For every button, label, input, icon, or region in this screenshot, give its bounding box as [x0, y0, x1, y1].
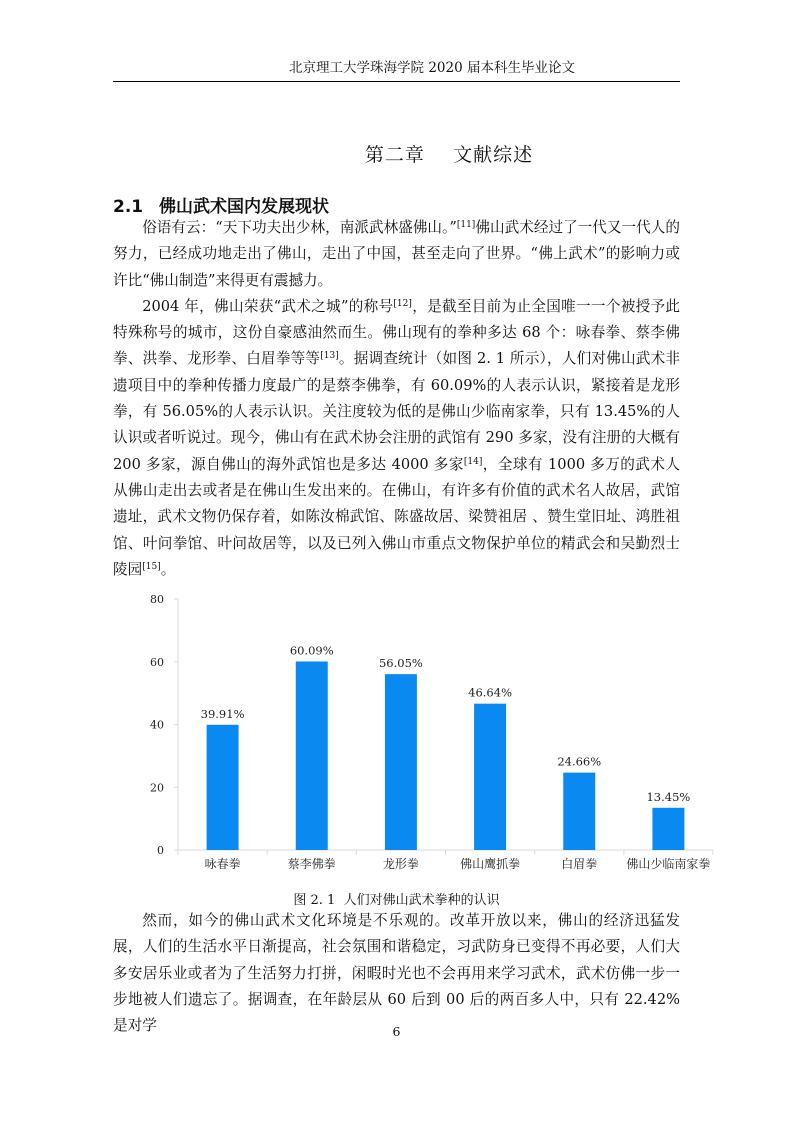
data-label: 39.91%	[200, 706, 245, 721]
section-title-text: 佛山武术国内发展现状	[159, 197, 329, 217]
data-label: 13.45%	[646, 789, 691, 804]
x-category-label: 龙形拳	[382, 857, 419, 871]
x-category-label: 佛山少临南家拳	[626, 857, 711, 871]
citation-ref: [13]	[320, 351, 339, 362]
citation-ref: [12]	[393, 298, 412, 309]
paragraph-text: 2004 年，佛山荣获“武术之城”的称号	[142, 297, 394, 315]
figure-caption: 图 2. 1 人们对佛山武术拳种的认识	[293, 893, 500, 908]
paragraph-text: 然而，如今的佛山武术文化环境是不乐观的。改革开放以来，佛山的经济迅猛发展，人们的生活水平日渐提高，社会氛围和谐稳定，习武防身已变得不再必要，人们大多安居乐业或者为了生活努力打拼，闲暇时光也不会再用来学习武术，武术仿佛一步一步地被人们遗忘了。据调查，在年龄层从 60 后到 00 后的两百多人中，只有 22.42%是对学	[113, 912, 680, 1035]
body-paragraphs-after-figure	[113, 908, 680, 1039]
paragraph-text: ，是截至目前为止全国唯一一个被授予此特殊称号的城市，这份自豪感油然而生。佛山现有的拳种多达 68 个：咏春拳、蔡李佛拳、洪拳、龙形拳、白眉拳等等	[113, 297, 680, 368]
paragraph-text: 。	[160, 560, 176, 578]
header-divider	[113, 81, 680, 82]
paragraph-2	[113, 294, 680, 583]
data-label: 56.05%	[378, 656, 423, 671]
figure-chart	[113, 585, 723, 885]
y-tick-label: 40	[150, 718, 164, 732]
data-label: 24.66%	[557, 754, 602, 769]
section-number: 2.1	[113, 197, 144, 217]
citation-ref: [11]	[456, 220, 476, 230]
chapter-title: 第二章 文献综述	[364, 144, 534, 166]
citation-ref: [15]	[142, 561, 161, 572]
paragraph-1	[113, 215, 680, 294]
paragraph-text: 佛山武术经过了一代又一代人的努力，已经成功地走出了佛山，走出了中国，甚至走向了世界。“佛上武术”的影响力或许比“佛山制造”来得更有震撼力。	[113, 219, 680, 289]
page-header: 北京理工大学珠海学院 2020 届本科生毕业论文	[289, 60, 575, 76]
paragraph-text: ，全球有 1000 多万的武术人从佛山走出去或者是在佛山生发出来的。在佛山，有许多有价值的武术名人故居，武馆遗址，武术文物仍保存着，如陈汝棉武馆、陈盛故居、梁赞祖居 、赞生堂旧址、鸿胜祖馆、叶问拳馆、叶问故居等，以及已列入佛山市重点文物保护单位的精武会和吴勤烈士陵园	[113, 455, 680, 578]
data-label: 60.09%	[289, 643, 334, 658]
citation-ref: [14]	[463, 456, 483, 467]
page-number: 6	[392, 1024, 401, 1039]
bar-chart	[113, 585, 723, 885]
data-label: 46.64%	[468, 685, 513, 700]
bar-2	[296, 661, 328, 850]
x-category-label: 咏春拳	[204, 857, 241, 871]
x-category-label: 佛山鹰抓拳	[460, 857, 521, 871]
bar-4	[474, 704, 506, 850]
section-heading	[113, 192, 329, 217]
bar-5	[563, 773, 595, 850]
y-tick-label: 20	[150, 781, 164, 795]
bar-3	[385, 674, 417, 850]
body-paragraphs-before-figure	[113, 215, 680, 583]
y-tick-label: 80	[150, 593, 164, 606]
paragraph-text: 。据调查统计（如图 2. 1 所示），人们对佛山武术非遗项目中的拳种传播力度最广的是蔡李佛拳，有 60.09%的人表示认识，紧接着是龙形拳，有 56.05%的人表示认识。关注度较为低的是佛山少临南家拳，只有 13.45%的人认识或者听说过。现今，佛山有在武术协会注册的武馆有 290 多家，没有注册的大概有 200 多家，源自佛山的海外武馆也是多达 4000 多家	[113, 350, 680, 473]
y-tick-label: 60	[150, 655, 164, 669]
paragraph-text: 俗语有云：“天下功夫出少林，南派武林盛佛山。”	[142, 219, 457, 236]
paragraph-after-1	[113, 908, 680, 1039]
x-category-label: 蔡李佛拳	[287, 857, 336, 871]
y-tick-label: 0	[157, 844, 164, 857]
bar-6	[652, 808, 684, 850]
bar-1	[207, 725, 239, 850]
x-category-label: 白眉拳	[561, 857, 598, 871]
